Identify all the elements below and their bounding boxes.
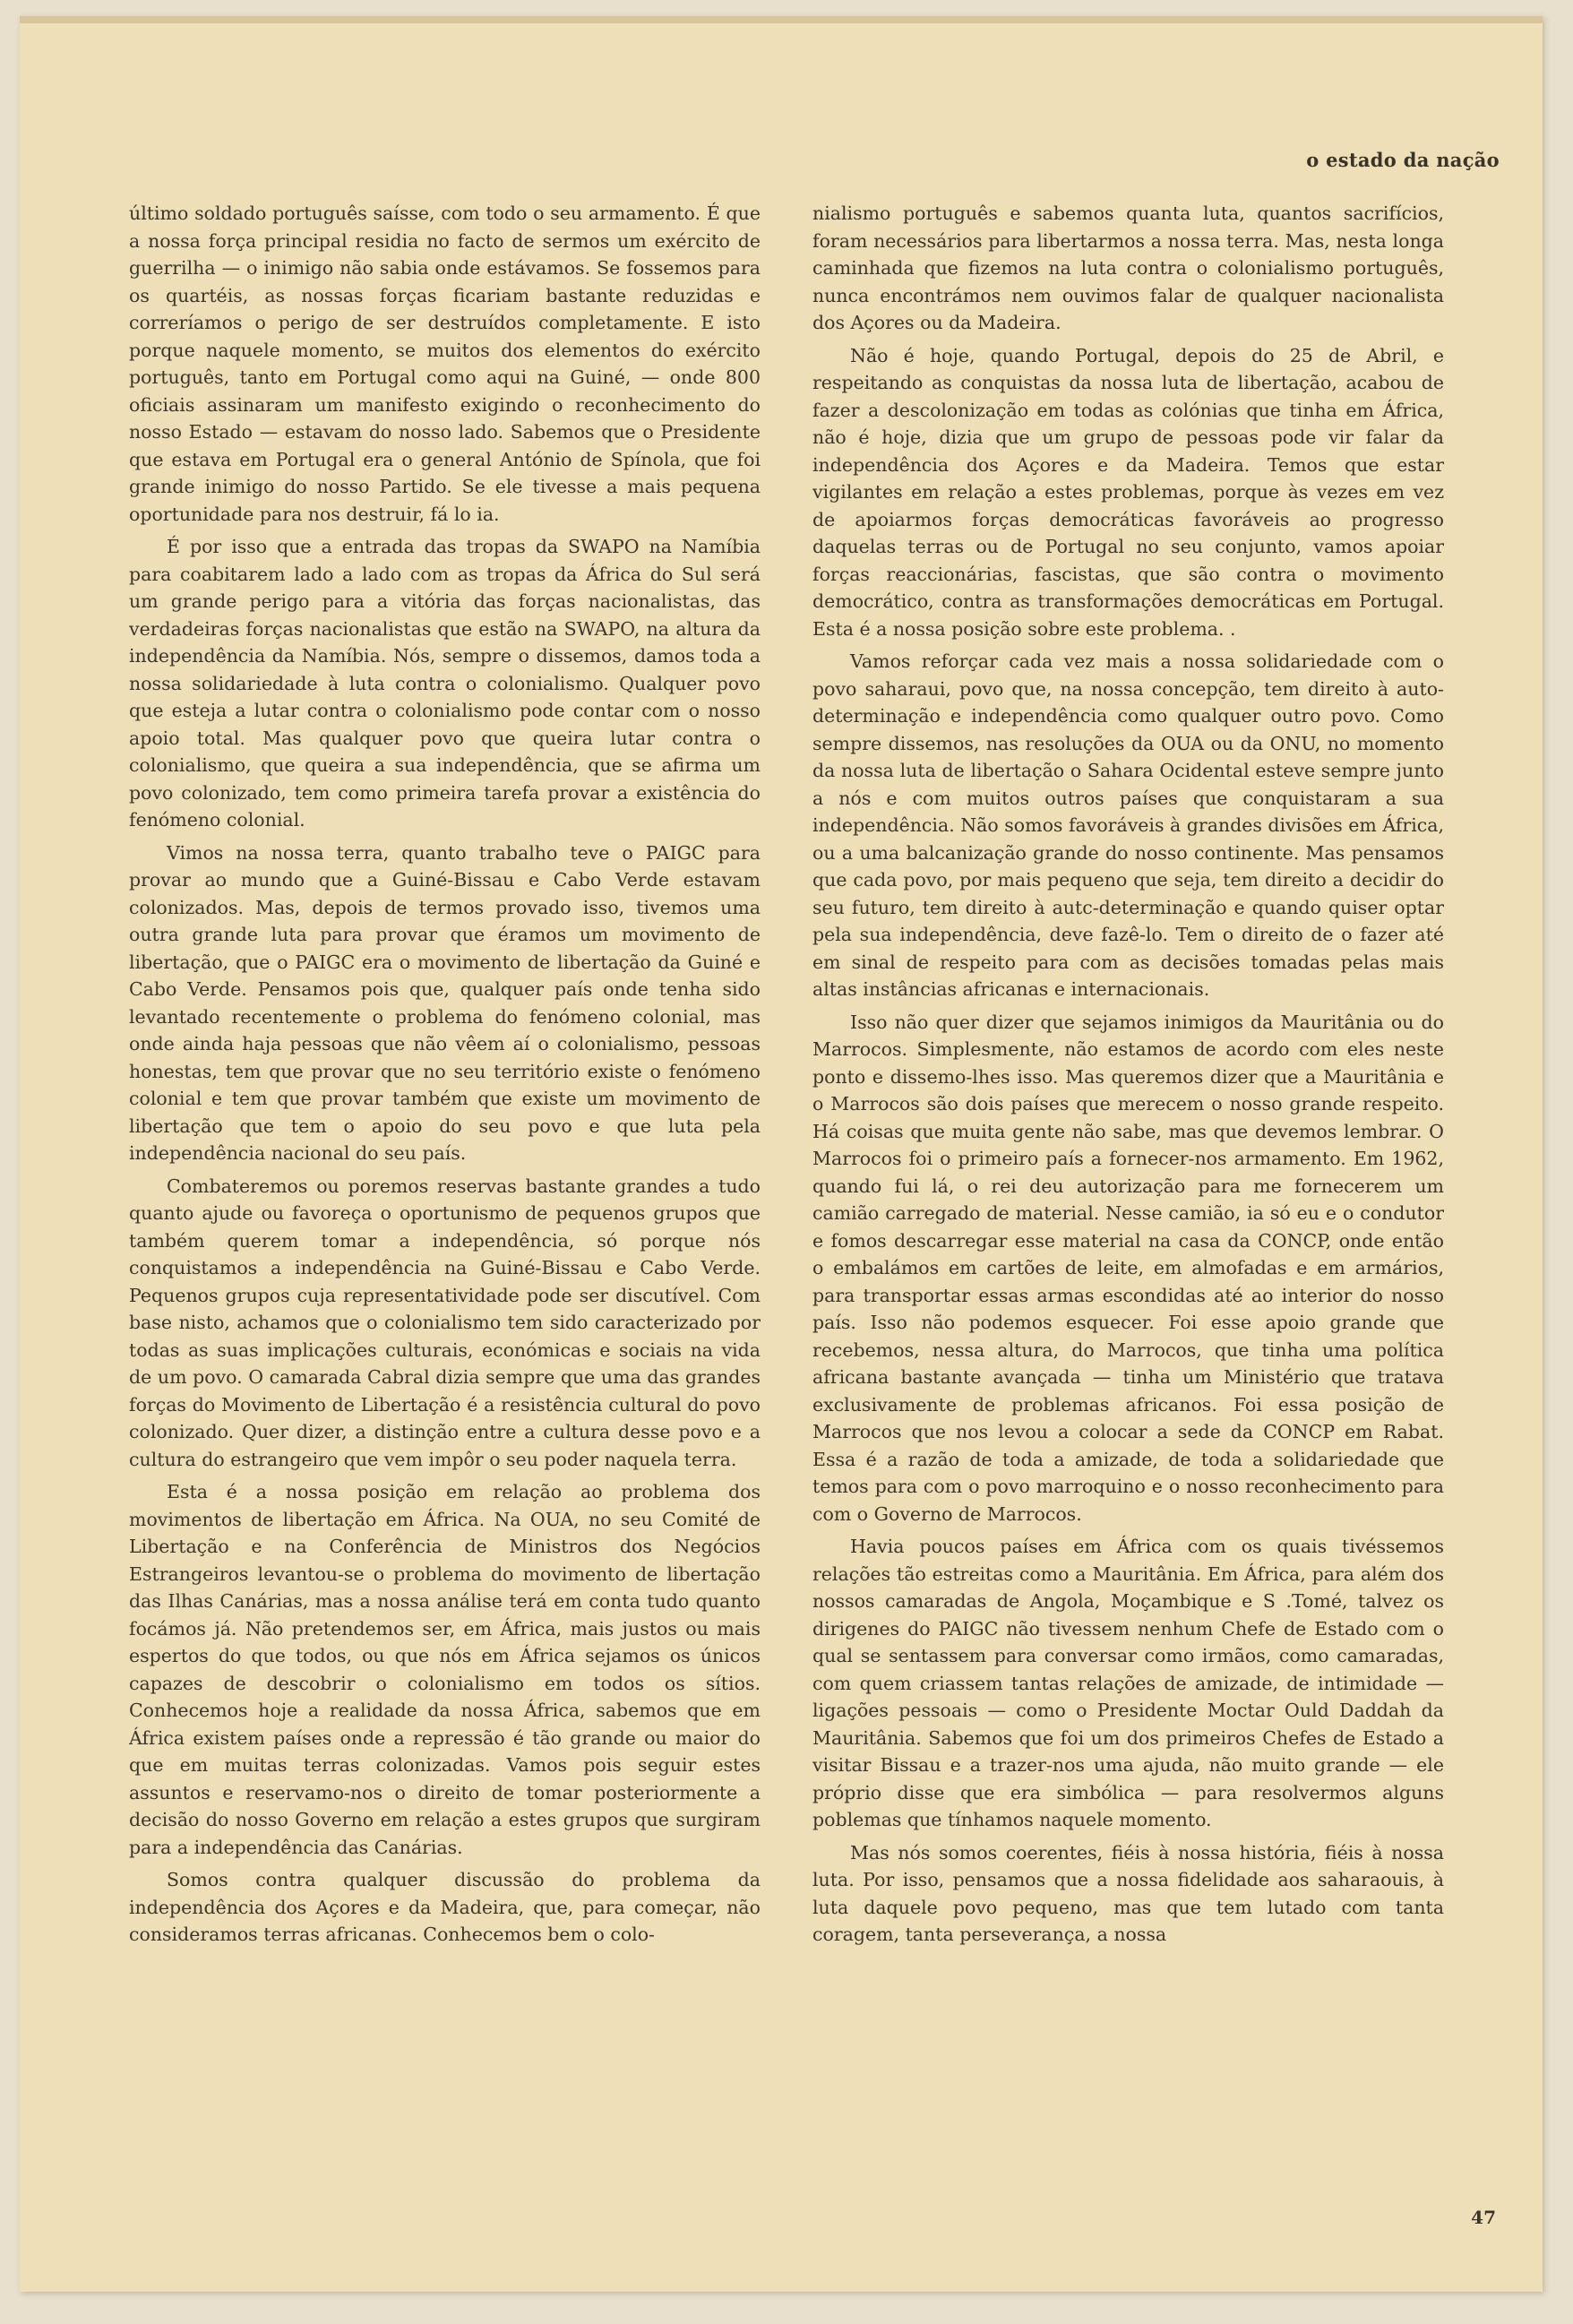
paragraph: Esta é a nossa posição em relação ao problema dos movimentos de libertação em África. Na OUA, no seu Comité de Libertação e na Conferência de Ministros dos Negócios Estrangeiros levantou-se o problema do movimento de libertação das Ilhas Canárias, mas a nossa análise terá em conta tudo quanto focámos já. Não pretendemos ser, em África, mais justos ou mais espertos do que todos, ou que nós em África sejamos os únicos capazes de descobrir o colonialismo em todos os sítios. Conhecemos hoje a realidade da nossa África, sabemos que em África existem países onde a repressão é tão grande ou maior do que em muitas terras colonizadas. Vamos pois seguir estes assuntos e reservamo-nos o direito de tomar posteriormente a decisão do nosso Governo em relação a estes grupos que surgiram para a independência das Canárias. xyxy=(129,1481,761,1858)
paragraph: Havia poucos países em África com os quais tivéssemos relações tão estreitas como a Mauritânia. Em África, para além dos nossos camaradas de Angola, Moçambique e S .Tomé, talvez os dirigenes do PAIGC não tivessem nenhum Chefe de Estado com o qual se sentassem para conversar como irmãos, como camaradas, com quem criassem tantas relações de amizade, de intimidade — ligações pessoais — como o Presidente Moctar Ould Daddah da Mauritânia. Sabemos que foi um dos primeiros Chefes de Estado a visitar Bissau e a trazer-nos uma ajuda, não muito grande — ele próprio disse que era simbólica — para resolvermos alguns poblemas que tínhamos naquele momento. xyxy=(812,1536,1444,1830)
paragraph: Somos contra qualquer discussão do problema da independência dos Açores e da Madeira, que, para começar, não consideramos terras africanas. Conhecemos bem o colo- xyxy=(129,1869,761,1945)
paragraph: Mas nós somos coerentes, fiéis à nossa história, fiéis à nossa luta. Por isso, pensamos que a nossa fidelidade aos saharaouis, à luta daquele povo pequeno, mas que tem lutado com tanta coragem, tanta perseverança, a nossa xyxy=(812,1841,1444,1945)
right-column xyxy=(812,200,1444,2171)
paragraph: Vamos reforçar cada vez mais a nossa solidariedade com o povo saharaui, povo que, na nossa concepção, tem direito à auto-determinação e independência como qualquer outro povo. Como sempre dissemos, nas resoluções da OUA ou da ONU, no momento da nossa luta de libertação o Sahara Ocidental esteve sempre junto a nós e com muitos outros países que conquistaram a sua independência. Não somos favoráveis à grandes divisões em África, ou a uma balcanização grande do nosso continente. Mas pensamos que cada povo, por mais pequeno que seja, tem direito a decidir do seu futuro, tem direito à autc-determinação e quando quiser optar pela sua independência, deve fazê-lo. Tem o direito de o fazer até em sinal de respeito para com as decisões tomadas pelas mais altas instâncias africanas e internacionais. xyxy=(812,650,1444,1000)
paragraph: Combateremos ou poremos reservas bastante grandes a tudo quanto ajude ou favoreça o oportunismo de pequenos grupos que também querem tomar a independência, só porque nós conquistamos a independência na Guiné-Bissau e Cabo Verde. Pequenos grupos cuja representatividade pode ser discutível. Com base nisto, achamos que o colonialismo tem sido caracterizado por todas as suas implicações culturais, económicas e sociais na vida de um povo. O camarada Cabral dizia sempre que uma das grandes forças do Movimento de Libertação é a resistência cultural do povo colonizado. Quer dizer, a distinção entre a cultura desse povo e a cultura do estrangeiro que vem impôr o seu poder naquela terra. xyxy=(129,1175,761,1470)
paragraph: Isso não quer dizer que sejamos inimigos da Mauritânia ou do Marrocos. Simplesmente, não estamos de acordo com eles neste ponto e dissemo-lhes isso. Mas queremos dizer que a Mauritânia e o Marrocos são dois países que merecem o nosso grande respeito. Há coisas que muita gente não sabe, mas que devemos lembrar. O Marrocos foi o primeiro país a fornecer-nos armamento. Em 1962, quando fui lá, o rei deu autorização para me fornecerem um camião carregado de material. Nesse camião, ia só eu e o condutor e fomos descarregar esse material na casa da CONCP, onde então o embalámos em cartões de leite, em almofadas e em armários, para transportar essas armas escondidas até ao interior do nosso país. Isso não podemos esquecer. Foi esse apoio grande que recebemos, nessa altura, do Marrocos, que tinha uma política africana bastante avançada — tinha um Ministério que tratava exclusivamente de problemas africanos. Foi essa posição de Marrocos que nos levou a colocar a sede da CONCP em Rabat. Essa é a razão de toda a amizade, de toda a solidariedade que temos para com o povo marroquino e o nosso reconhecimento para com o Governo de Marrocos. xyxy=(812,1011,1444,1525)
paragraph: É por isso que a entrada das tropas da SWAPO na Namíbia para coabitarem lado a lado com as tropas da África do Sul será um grande perigo para a vitória das forças nacionalistas, das verdadeiras forças nacionalistas que estão na SWAPO, na altura da independência da Namíbia. Nós, sempre o dissemos, damos toda a nossa solidariedade à luta contra o colonialismo. Qualquer povo que esteja a lutar contra o colonialismo pode contar com o nosso apoio total. Mas qualquer povo que queira lutar contra o colonialismo, que queira a sua independência, que se afirma um povo colonizado, tem como primeira tarefa provar a existência do fenómeno colonial. xyxy=(129,536,761,831)
page-sheet xyxy=(20,16,1543,2292)
running-header-title: o estado da nação xyxy=(1306,149,1500,171)
paragraph: Vimos na nossa terra, quanto trabalho teve o PAIGC para provar ao mundo que a Guiné-Bissau e Cabo Verde estavam colonizados. Mas, depois de termos provado isso, tivemos uma outra grande luta para provar que éramos um movimento de libertação, que o PAIGC era o movimento de libertação da Guiné e Cabo Verde. Pensamos pois que, qualquer país onde tenha sido levantado recentemente o problema do fenómeno colonial, mas onde ainda haja pessoas que não vêem aí o colonialismo, pessoas honestas, tem que provar que no seu território existe o fenómeno colonial e tem que provar também que existe um movimento de libertação que tem o apoio do seu povo e que luta pela independência nacional do seu país. xyxy=(129,841,761,1164)
paragraph: nialismo português e sabemos quanta luta, quantos sacrifícios, foram necessários para libertarmos a nossa terra. Mas, nesta longa caminhada que fizemos na luta contra o colonialismo português, nunca encontrámos nem ouvimos falar de qualquer nacionalista dos Açores ou da Madeira. xyxy=(812,202,1444,333)
paragraph: Não é hoje, quando Portugal, depois do 25 de Abril, e respeitando as conquistas da nossa luta de libertação, acabou de fazer a descolonização em todas as colónias que tinha em África, não é hoje, dizia que um grupo de pessoas pode vir falar da independência dos Açores e da Madeira. Temos que estar vigilantes em relação a estes problemas, porque às vezes em vez de apoiarmos forças democráticas favoráveis ao progresso daquelas terras ou de Portugal no seu conjunto, vamos apoiar forças reaccionárias, fascistas, que são contra o movimento democrático, contra as transformações democráticas em Portugal. Esta é a nossa posição sobre este problema. . xyxy=(812,344,1444,640)
left-column xyxy=(129,200,761,2171)
paragraph: último soldado português saísse, com todo o seu armamento. É que a nossa força principal residia no facto de sermos um exército de guerrilha — o inimigo não sabia onde estávamos. Se fossemos para os quartéis, as nossas forças ficariam bastante reduzidas e correríamos o perigo de ser destruídos completamente. E isto porque naquele momento, se muitos dos elementos do exército português, tanto em Portugal como aqui na Guiné, — onde 800 oficiais assinaram um manifesto exigindo o reconhecimento do nosso Estado — estavam do nosso lado. Sabemos que o Presidente que estava em Portugal era o general António de Spínola, que foi grande inimigo do nosso Partido. Se ele tivesse a mais pequena oportunidade para nos destruir, fá lo ia. xyxy=(129,202,761,525)
page-number: 47 xyxy=(1471,2207,1496,2228)
